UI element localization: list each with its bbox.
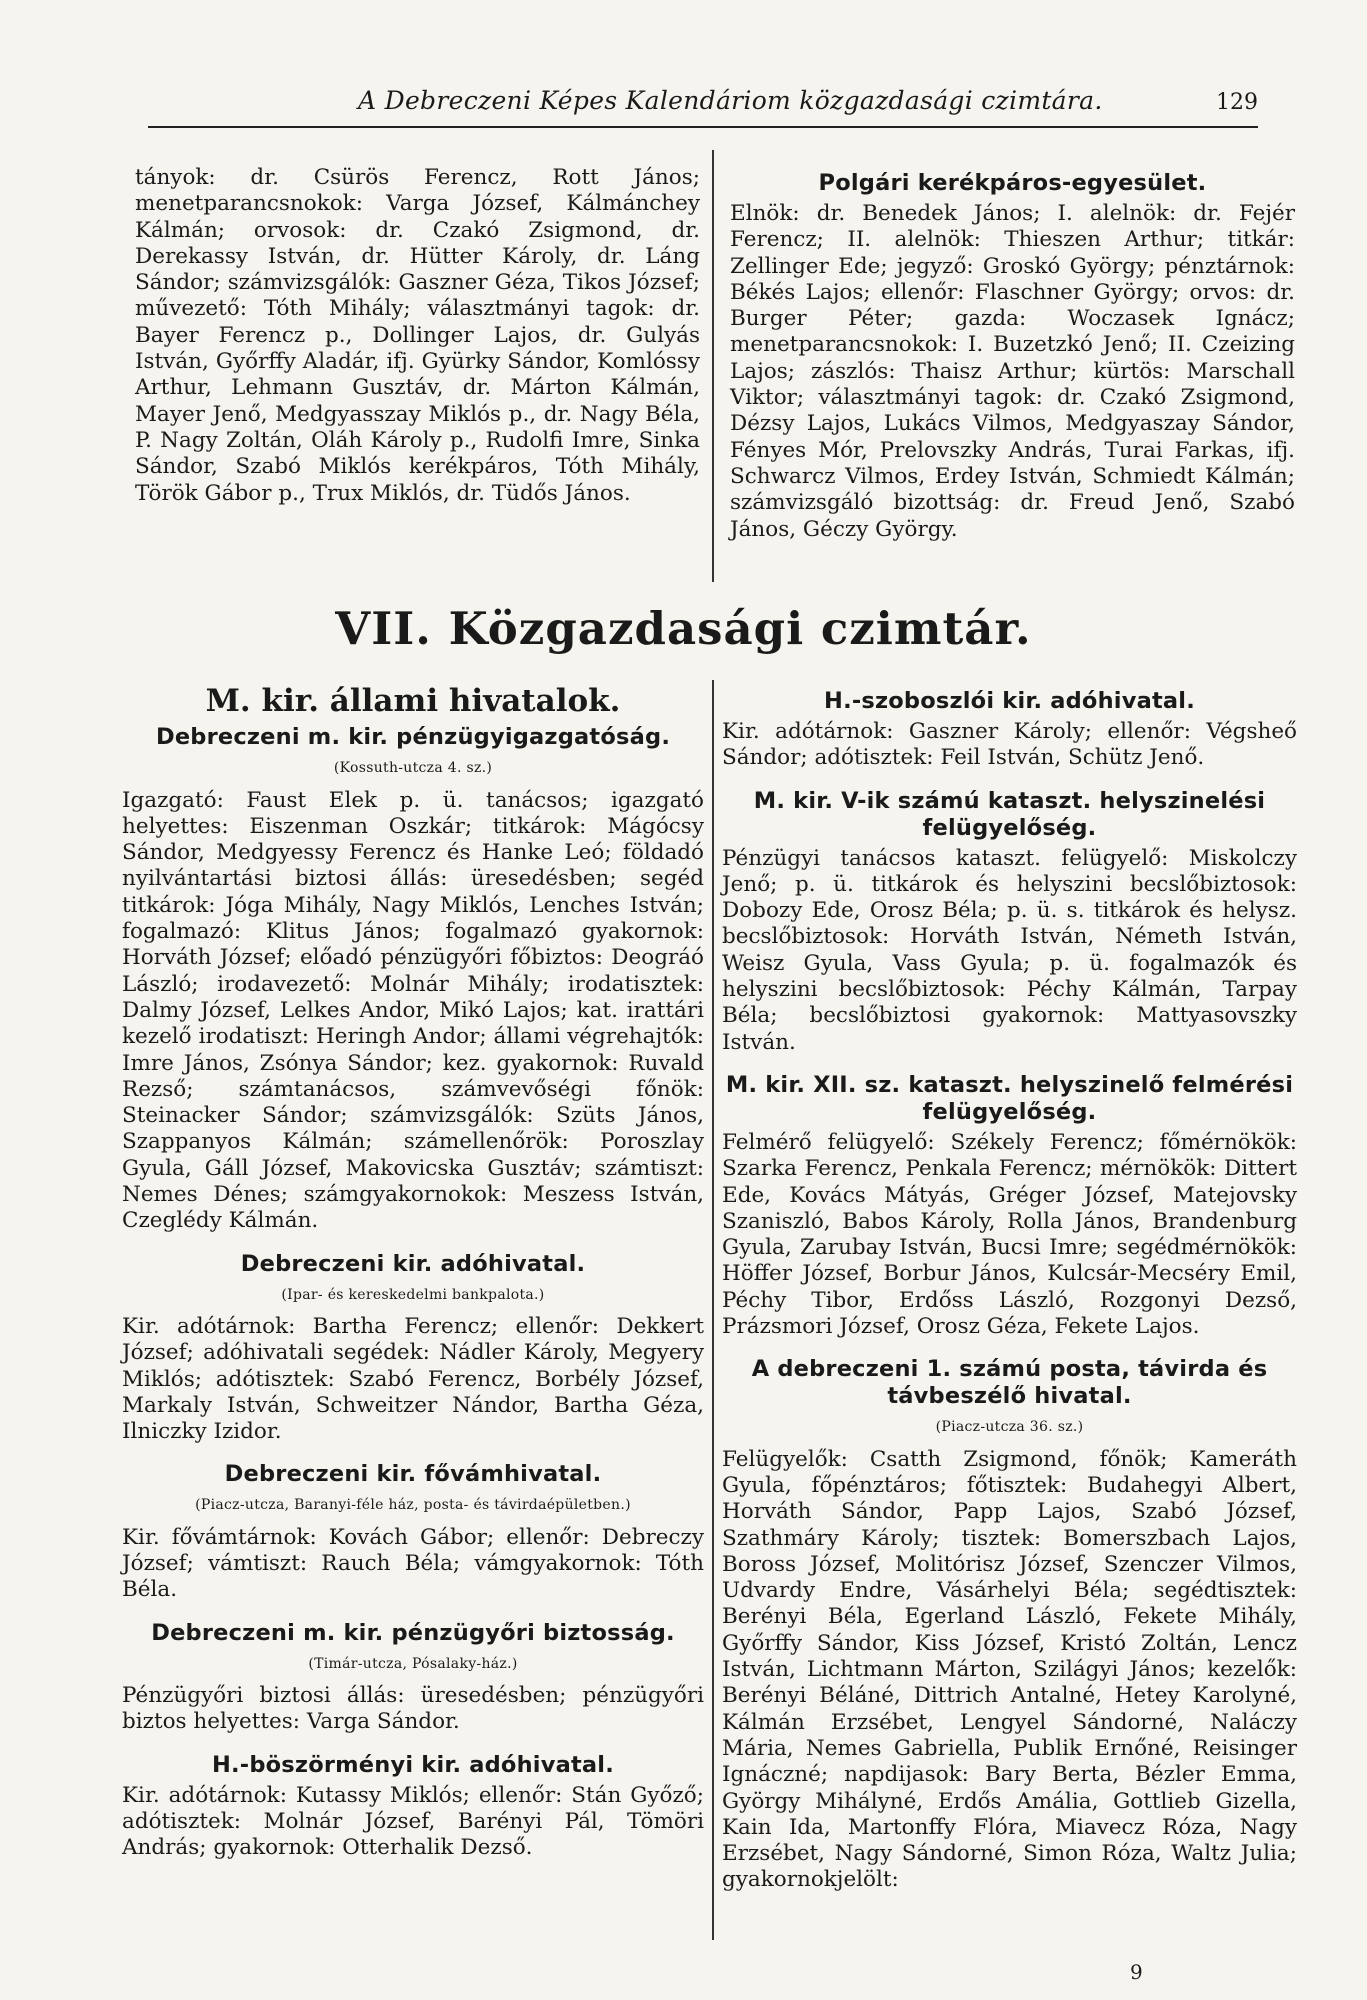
section-text: Igazgató: Faust Elek p. ü. tanácsos; igazgató helyettes: Eiszenman Oszkár; titkárok: Mágócsy Sándor, Medgyessy Ferencz és Hanke Leó; földadó nyilvántartási biztosi állás: üresedésben; segéd titkárok: Jóga Mihály, Nagy Miklós, Lenches István; fogalmazó: Klitus János; fogalmazó gyakornok: Horváth József; előadó pénzügyőri főbiztos: Deográó László; irodavezető: Molnár Mihály; irodatisztek: Dalmy József, Lelkes Andor, Mikó Lajos; kat. irattári kezelő irodatiszt: Heringh Andor; állami végrehajtók: Imre János, Zsónya Sándor; kez. gyakornok: Ruvald Rezső; számtanácsos, számvevőségi főnök: Steinacker Sándor; számvizsgálók: Szüts János, Szappanyos Kálmán; számellenőrök: Poroszlay Gyula, Gáll József, Makovicska Gusztáv; számtiszt: Nemes Dénes; számgyakornokok: Meszess István, Czeglédy Kálmán. [122, 787, 704, 1234]
section-text: Felmérő felügyelő: Székely Ferencz; főmérnökök: Szarka Ferencz, Penkala Ferencz; mérnökök: Dittert Ede, Kovács Mátyás, Gréger József, Matejovsky Szaniszló, Babos Károly, Rolla János, Brandenburg Gyula, Zarubay István, Bucsi Imre; segédmérnökök: Höffer József, Borbur János, Kulcsár-Mecséry Emil, Péchy Tibor, Erdőss László, Rozgonyi Dezső, Prázsmori József, Orosz Géza, Fekete Lajos. [722, 1129, 1297, 1340]
running-header-title: A Debreczeni Képes Kalendáriom közgazdasági czimtára. [358, 86, 1103, 115]
section-title: Debreczeni m. kir. pénzügyigazgatóság. [155, 724, 671, 751]
section-title: A debreczeni 1. számú posta, távirda és távbeszélő hivatal. [751, 1356, 1268, 1410]
section-text: Kir. adótárnok: Kutassy Miklós; ellenőr: Stán Győző; adótisztek: Molnár József, Barényi Pál, Tömöri András; gyakornok: Otterhalik Dezső. [122, 1782, 704, 1861]
section-title: M. kir. V-ik számú kataszt. helyszinelési felügyelőség. [753, 787, 1266, 841]
section-address: (Ipar- és kereskedelmi bankpalota.) [281, 1286, 545, 1303]
column-divider-bottom [712, 680, 714, 1940]
signature-mark: 9 [1130, 1960, 1143, 1984]
section-address: (Piacz-utcza 36. sz.) [935, 1419, 1084, 1436]
state-offices-heading: M. kir. állami hivatalok. [205, 683, 621, 719]
section-text: Kir. adótárnok: Gaszner Károly; ellenőr: Végsheő Sándor; adótisztek: Feil István, Schütz Jenő. [722, 719, 1297, 771]
top-left-column [135, 165, 700, 511]
page-number: 129 [1216, 90, 1258, 115]
left-column [122, 683, 704, 1865]
section-text: Pénzügyi tanácsos kataszt. felügyelő: Miskolczy Jenő; p. ü. titkárok és helyszini becslőbiztosok: Dobozy Ede, Orosz Béla; p. ü. s. titkárok és helysz. becslőbiztosok: Horváth István, Németh István, Weisz Gyula, Vass Gyula; p. ü. fogalmazók és helyszini becslőbiztosok: Péchy Kálmán, Tarpay Béla; becslőbiztosi gyakornok: Mattyasovszky István. [722, 845, 1297, 1055]
section-title: M. kir. XII. sz. kataszt. helyszinelő felmérési felügyelőség. [725, 1071, 1294, 1125]
right-column [722, 688, 1297, 1898]
section-text: Kir. adótárnok: Bartha Ferencz; ellenőr: Dekkert József; adóhivatali segédek: Nádler Károly, Megyery Miklós; adótisztek: Szabó Ferencz, Borbély József, Markaly István, Schweitzer Nándor, Bartha Géza, Ilniczky Izidor. [122, 1313, 704, 1445]
running-header [148, 86, 1258, 128]
section-title: H.-szoboszlói kir. adóhivatal. [824, 688, 1195, 714]
top-right-column [730, 170, 1295, 547]
section-title: H.-böszörményi kir. adóhivatal. [212, 1751, 614, 1778]
column-divider-top [712, 150, 714, 582]
section-address: (Kossuth-utcza 4. sz.) [333, 760, 493, 777]
section-text: Pénzügyőri biztosi állás: üresedésben; pénzügyőri biztos helyettes: Varga Sándor. [122, 1682, 704, 1735]
cycling-club-continuation-text: tányok: dr. Csürös Ferencz, Rott János; menetparancsnokok: Varga József, Kálmánchey Kálmán; orvosok: dr. Czakó Zsigmond, dr. Derekassy István, dr. Hütter Károly, dr. Láng Sándor; számvizsgálók: Gaszner Géza, Tikos József; művezető: Tóth Mihály; választmányi tagok: dr. Bayer Ferencz p., Dollinger Lajos, dr. Gulyás István, Győrffy Aladár, ifj. Gyürky Sándor, Komlóssy Arthur, Lehmann Gusztáv, dr. Márton Kálmán, Mayer Jenő, Medgyasszay Miklós p., dr. Nagy Béla, P. Nagy Zoltán, Oláh Károly p., Rudolfi Imre, Sinka Sándor, Szabó Miklós kerékpáros, Tóth Mihály, Török Gábor p., Trux Miklós, dr. Tüdős János. [135, 165, 700, 506]
civic-cycling-club-heading: Polgári kerékpáros-egyesület. [818, 170, 1207, 196]
section-text: Kir. fővámtárnok: Kovách Gábor; ellenőr: Debreczy József; vámtiszt: Rauch Béla; vámgyakornok: Tóth Béla. [122, 1524, 704, 1603]
section-title: Debreczeni m. kir. pénzügyőri biztosság. [151, 1619, 675, 1646]
section-title: Debreczeni kir. fővámhivatal. [224, 1461, 602, 1488]
section-address: (Timár-utcza, Pósalaky-ház.) [308, 1655, 518, 1672]
section-title: Debreczeni kir. adóhivatal. [240, 1250, 586, 1277]
section-text: Felügyelők: Csatth Zsigmond, főnök; Kameráth Gyula, főpénztáros; főtisztek: Budahegyi Albert, Horváth Sándor, Papp Lajos, Szabó József, Szathmáry Károly; tisztek: Bomerszbach Lajos, Boross József, Molitórisz József, Szenczer Vilmos, Udvardy Endre, Vásárhelyi Béla; segédtisztek: Berényi Béla, Egerland László, Fekete Mihály, Győrffy Sándor, Kiss József, Kristó Zoltán, Lencz István, Lichtmann Márton, Szilágyi János; kezelők: Berényi Béláné, Dittrich Antalné, Hetey Karolyné, Kálmán Erzsébet, Lengyel Sándorné, Naláczy Mária, Nemes Gabriella, Publik Ernőné, Reisinger Ignáczné; napdijasok: Bary Berta, Bézler Emma, György Mihályné, Erdős Amália, Gottlieb Gizella, Kain Ida, Martonffy Flóra, Miavecz Róza, Nagy Erzsébet, Nagy Sándorné, Simon Róza, Waltz Julia; gyakornokjelölt: [722, 1446, 1297, 1893]
chapter-title: VII. Közgazdasági czimtár. [335, 602, 1032, 655]
civic-cycling-club-text: Elnök: dr. Benedek János; I. alelnök: dr. Fejér Ferencz; II. alelnök: Thieszen Arthur; titkár: Zellinger Ede; jegyző: Groskó György; pénztárnok: Békés Lajos; ellenőr: Flaschner György; orvos: dr. Burger Péter; gazda: Woczasek Ignácz; menetparancsnokok: I. Buzetzkó Jenő; II. Czeizing Lajos; zászlós: Thaisz Arthur; kürtös: Marschall Viktor; választmányi tagok: dr. Czakó Zsigmond, Dézsy Lajos, Lukács Vilmos, Medgyaszay Sándor, Fényes Mór, Prelovszky András, Turai Farkas, ifj. Schwarcz Vilmos, Erdey István, Schmiedt Kálmán; számvizsgáló bizottság: dr. Freud Jenő, Szabó János, Géczy György. [730, 201, 1295, 542]
section-address: (Piacz-utcza, Baranyi-féle ház, posta- és távirdaépületben.) [195, 1497, 631, 1514]
